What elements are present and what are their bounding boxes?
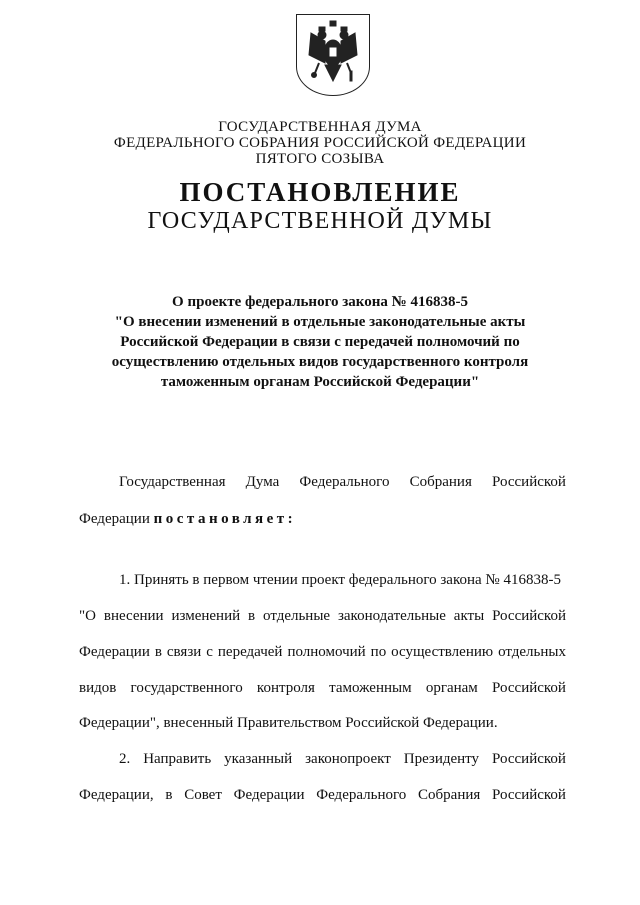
- word: изменений: [171, 608, 241, 624]
- word: контроля: [256, 680, 315, 696]
- word: отдельные: [263, 608, 331, 624]
- coat-of-arms-emblem: [296, 14, 370, 96]
- word: осуществлению: [391, 644, 494, 660]
- item-1-line-1: 1. Принять в первом чтении проект федерального закона № 416838-5: [119, 572, 561, 588]
- word: отдельных: [498, 644, 566, 660]
- item-1-line-2: [79, 606, 566, 626]
- word: Совет: [184, 787, 222, 803]
- word: 2.: [119, 751, 131, 767]
- item-2-line-2: [79, 785, 566, 805]
- document-issuer-heading: ГОСУДАРСТВЕННОЙ ДУМЫ: [147, 208, 493, 234]
- title-line: таможенным органам Российской Федерации": [160, 374, 480, 390]
- word: Российской: [492, 787, 566, 803]
- word: указанный: [224, 751, 293, 767]
- item-1-line-5: Федерации", внесенный Правительством Российской Федерации.: [79, 715, 498, 731]
- word: законодательные: [337, 608, 446, 624]
- document-type-heading: ПОСТАНОВЛЕНИЕ: [179, 177, 461, 207]
- word: Дума: [245, 474, 280, 490]
- word: Собрания: [409, 474, 472, 490]
- word: в: [165, 787, 173, 803]
- word: таможенным: [329, 680, 412, 696]
- title-line: Российской Федерации в связи с передачей полномочий по: [120, 334, 520, 350]
- word: Направить: [143, 751, 212, 767]
- word: видов: [79, 680, 117, 696]
- word: внесении: [103, 608, 164, 624]
- title-line: осуществлению отдельных видов государственного контроля: [111, 354, 529, 370]
- word: Федерации: [233, 787, 305, 803]
- word: органам: [425, 680, 478, 696]
- word: Федерации: [79, 644, 150, 660]
- word: Российской: [492, 608, 566, 624]
- preamble-line-2: [79, 509, 566, 529]
- convocation-line: ПЯТОГО СОЗЫВА: [255, 151, 385, 167]
- decree-verb: постановляет:: [153, 511, 297, 527]
- word: Государственная: [119, 474, 226, 490]
- resolution-title: [60, 292, 580, 392]
- double-headed-eagle-icon: [301, 19, 365, 89]
- word: "О: [79, 608, 96, 624]
- word: Российской: [492, 680, 566, 696]
- word: по: [370, 644, 387, 660]
- word: государственного: [130, 680, 243, 696]
- title-line: "О внесении изменений в отдельные законодательные акты: [114, 314, 526, 330]
- word: Собрания: [418, 787, 481, 803]
- preamble-line-1: [79, 472, 566, 492]
- item-1-line-4: [79, 678, 566, 698]
- word: Федерального: [299, 474, 390, 490]
- word: Федерации: [79, 511, 150, 527]
- word: в: [154, 644, 162, 660]
- word: связи: [166, 644, 202, 660]
- word: Федерального: [316, 787, 407, 803]
- word: Федерации,: [79, 787, 154, 803]
- word: акты: [453, 608, 485, 624]
- word: Российской: [492, 474, 566, 490]
- item-2-line-1: [79, 749, 566, 769]
- org-name-line-2: ФЕДЕРАЛЬНОГО СОБРАНИЯ РОССИЙСКОЙ ФЕДЕРАЦИИ: [113, 135, 527, 151]
- org-name-line-1: ГОСУДАРСТВЕННАЯ ДУМА: [218, 119, 422, 135]
- word: передачей: [217, 644, 283, 660]
- word: Российской: [492, 751, 566, 767]
- word: с: [206, 644, 213, 660]
- word: законопроект: [305, 751, 391, 767]
- word: полномочий: [287, 644, 366, 660]
- item-1-line-3: [79, 642, 566, 662]
- title-line: О проекте федерального закона № 416838-5: [172, 294, 468, 310]
- word: в: [248, 608, 256, 624]
- word: Президенту: [403, 751, 480, 767]
